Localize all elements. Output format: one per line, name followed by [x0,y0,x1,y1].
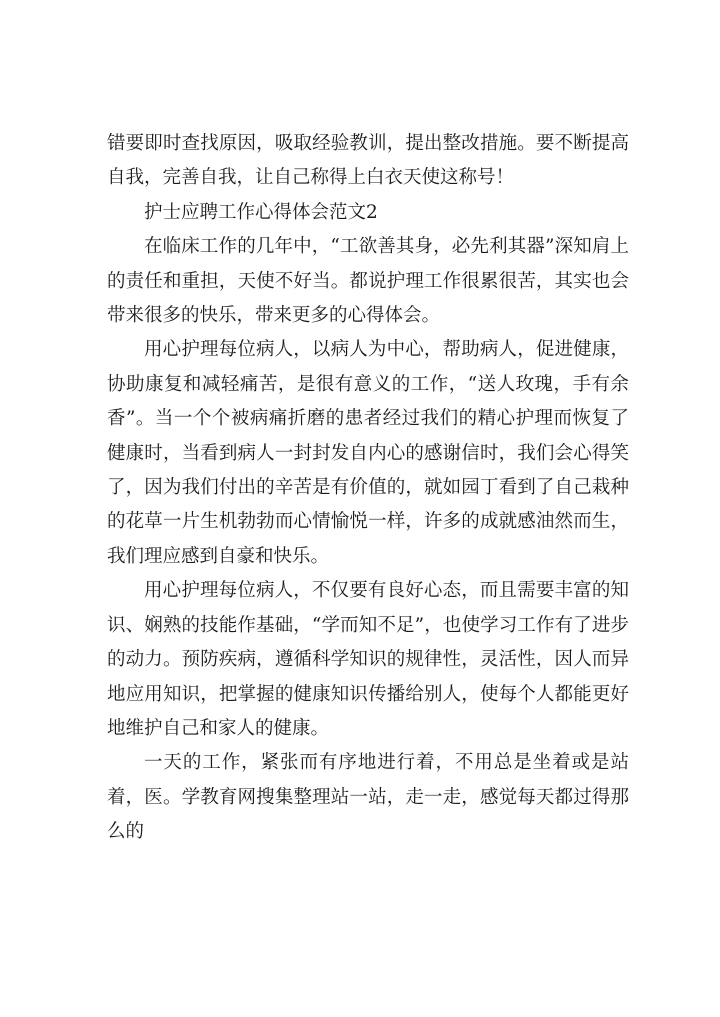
paragraph-continuation: 错要即时查找原因，吸取经验教训，提出整改措施。要不断提高自我，完善自我，让自己称得上白衣天使这称号！ [107,133,629,189]
paragraph-daily-work: 一天的工作，紧张而有序地进行着，不用总是坐着或是站着，医。学教育网搜集整理站一站，走一走，感觉每天都过得那么的 [107,752,629,843]
paragraph-knowledge: 用心护理每位病人，不仅要有良好心态，而且需要丰富的知识、娴熟的技能作基础，“学而知不足”，也使学习工作有了进步的动力。预防疾病，遵循科学知识的规律性，灵活性，因人而异地应用知识，把掌握的健康知识传播给别人，使每个人都能更好地维护自己和家人的健康。 [107,580,629,739]
paragraph-care: 用心护理每位病人，以病人为中心，帮助病人，促进健康，协助康复和减轻痛苦，是很有意义的工作，“送人玫瑰，手有余香”。当一个个被病痛折磨的患者经过我们的精心护理而恢复了健康时，当看到病人一封封发自内心的感谢信时，我们会心得笑了，因为我们付出的辛苦是有价值的，就如园丁看到了自己栽种的花草一片生机勃勃而心情愉悦一样，许多的成就感油然而生，我们理应感到自豪和快乐。 [107,339,629,567]
document-body [107,127,629,850]
section-heading: 护士应聘工作心得体会范文2 [144,201,378,223]
paragraph-intro: 在临床工作的几年中，“工欲善其身，必先利其器”深知肩上的责任和重担，天使不好当。都说护理工作很累很苦，其实也会带来很多的快乐，带来更多的心得体会。 [107,236,629,327]
